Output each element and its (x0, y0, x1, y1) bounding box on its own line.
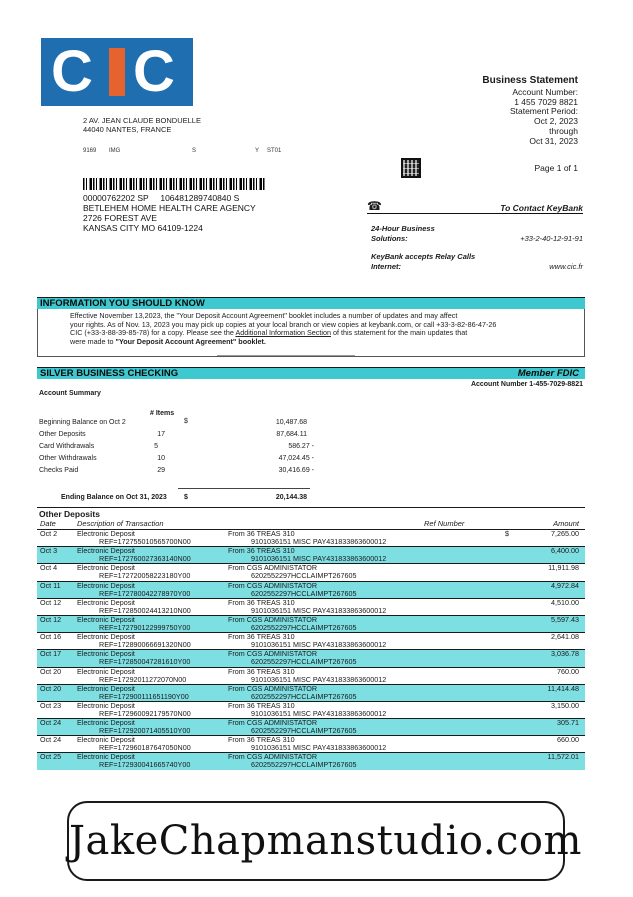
row-from: From 36 TREAS 310 (228, 735, 295, 745)
row-detail: 6202552297HCCLAIMPT267605 (251, 571, 357, 581)
row-from: From 36 TREAS 310 (228, 666, 295, 676)
row-from: From CGS ADMINISTATOR (228, 752, 318, 762)
row-detail: 9101036151 MISC PAY431833863600012 (251, 537, 387, 546)
recipient-line3: 2726 FOREST AVE (83, 213, 157, 223)
col-ref-number: Ref Number (424, 519, 465, 528)
row-amount: 7,265.00 (551, 529, 579, 538)
logo-letter-c1: C (51, 39, 93, 104)
row-from: From 36 TREAS 310 (228, 632, 295, 642)
row-reference: REF=172720058223180Y00 (99, 571, 191, 581)
row-detail: 6202552297HCCLAIMPT267605 (251, 622, 357, 632)
bank-address (83, 116, 201, 134)
row-detail: 9101036151 MISC PAY431833863600012 (251, 640, 387, 650)
summary-label-other: Other Withdrawals (39, 455, 97, 462)
account-number-label: Account Number: (512, 87, 578, 97)
row-date: Oct 24 (40, 718, 62, 728)
code-1: 9169 (83, 148, 97, 154)
summary-count-card: 5 (154, 443, 158, 450)
row-detail: 9101036151 MISC PAY431833863600012 (251, 674, 387, 684)
contact-label-relay: KeyBank accepts Relay Calls (371, 252, 476, 261)
barcode-icon (83, 178, 266, 190)
statement-title: Business Statement (482, 75, 578, 86)
table-row (37, 718, 585, 735)
row-detail: 9101036151 MISC PAY431833863600012 (251, 605, 387, 615)
row-reference: REF=17292011272070N00 (99, 674, 187, 684)
info-line2: your rights. As of Nov. 13, 2023 you may pick up copies at your local branch or view copies at keybank.com, or call +33-3-82-86-47-26 (70, 319, 497, 329)
row-description: Electronic Deposit (77, 718, 135, 728)
phone-icon: ☎ (367, 199, 382, 213)
row-from: From CGS ADMINISTATOR (228, 649, 318, 659)
row-from: From 36 TREAS 310 (228, 700, 295, 710)
member-fdic: Member FDIC (517, 368, 579, 379)
logo-i-bar (109, 48, 125, 96)
summary-amount-card: 586.27 - (288, 443, 314, 450)
row-amount: 760.00 (557, 666, 579, 676)
table-row (37, 529, 585, 546)
row-amount: 11,572.01 (547, 752, 579, 762)
row-detail: 6202552297HCCLAIMPT267605 (251, 588, 357, 598)
table-row (37, 649, 585, 666)
row-description: Electronic Deposit (77, 649, 135, 659)
contact-phone: +33-2-40-12-91-91 (520, 234, 583, 243)
row-date: Oct 4 (40, 563, 58, 573)
row-amount: 3,036.78 (551, 649, 579, 659)
row-description: Electronic Deposit (77, 632, 135, 642)
row-reference: REF=172790122999750Y00 (99, 622, 191, 632)
info-divider (217, 355, 355, 356)
first-row-dollar: $ (505, 529, 509, 538)
table-row (37, 546, 585, 563)
deposits-top-rule (37, 507, 585, 508)
row-amount: 11,911.98 (548, 563, 579, 573)
row-from: From 36 TREAS 310 (228, 546, 295, 556)
checking-section-title: SILVER BUSINESS CHECKING (40, 368, 179, 379)
code-4: Y (255, 148, 260, 154)
row-detail: 6202552297HCCLAIMPT267605 (251, 726, 357, 736)
table-row (37, 684, 585, 701)
row-date: Oct 3 (40, 546, 58, 556)
summary-dollar: $ (184, 418, 188, 425)
deposits-heading: Other Deposits (39, 509, 100, 519)
row-description: Electronic Deposit (77, 546, 135, 556)
table-row (37, 701, 585, 718)
recipient-line1: 00000762202 SP 106481289740840 S (83, 193, 240, 203)
row-description: Electronic Deposit (77, 597, 135, 607)
row-detail: 6202552297HCCLAIMPT267605 (251, 760, 357, 770)
col-amount: Amount (553, 519, 579, 528)
code-5: ST01 (267, 148, 282, 154)
table-row (37, 598, 585, 615)
summary-label-checks: Checks Paid (39, 467, 79, 474)
ending-balance-label: Ending Balance on Oct 31, 2023 (61, 494, 167, 501)
row-date: Oct 2 (40, 529, 58, 538)
info-line4-a: were made to (70, 336, 116, 346)
info-line3-a: CIC (+33-3-88-39-85-78) for a copy. Please see the (70, 328, 236, 338)
account-number: 1 455 7029 8821 (514, 97, 578, 107)
row-amount: 3,150.00 (551, 700, 579, 710)
checking-account-number: Account Number 1-455-7029-8821 (470, 381, 583, 388)
logo-letter-c2: C (133, 39, 175, 104)
period-start: Oct 2, 2023 (534, 116, 578, 126)
recipient-block (83, 193, 256, 233)
summary-count-other: 10 (157, 455, 165, 462)
row-date: Oct 12 (40, 614, 62, 624)
contact-heading: To Contact KeyBank (500, 203, 583, 213)
row-reference: REF=172850024413210N00 (99, 605, 191, 615)
qr-code-icon (401, 158, 421, 178)
row-reference: REF=172960187647050N00 (99, 743, 191, 753)
row-detail: 6202552297HCCLAIMPT267605 (251, 657, 357, 667)
code-2: IMG (109, 148, 121, 154)
row-description: Electronic Deposit (77, 666, 135, 676)
recipient-line4: KANSAS CITY MO 64109-1224 (83, 223, 203, 233)
info-line4 (70, 338, 570, 347)
row-from: From CGS ADMINISTATOR (228, 614, 318, 624)
row-date: Oct 20 (40, 666, 62, 676)
row-amount: 2,641.08 (551, 632, 579, 642)
table-row (37, 667, 585, 684)
info-section-text (70, 312, 570, 346)
row-date: Oct 23 (40, 700, 62, 710)
checking-section-header (37, 367, 585, 379)
row-from: From CGS ADMINISTATOR (228, 718, 318, 728)
row-reference: REF=172930041665740Y00 (99, 760, 191, 770)
row-description: Electronic Deposit (77, 529, 135, 538)
row-date: Oct 11 (40, 580, 61, 590)
table-row (37, 735, 585, 752)
row-date: Oct 17 (40, 649, 62, 659)
period-through: through (549, 126, 578, 136)
summary-divider (178, 488, 310, 489)
row-detail: 6202552297HCCLAIMPT267605 (251, 691, 357, 701)
row-from: From 36 TREAS 310 (228, 529, 295, 538)
summary-amount-deposits: 87,684.11 (276, 431, 307, 438)
info-line4-bold: "Your Deposit Account Agreement" booklet. (115, 336, 266, 346)
row-description: Electronic Deposit (77, 563, 135, 573)
row-description: Electronic Deposit (77, 735, 135, 745)
summary-label-card: Card Withdrawals (39, 443, 95, 450)
row-detail: 9101036151 MISC PAY431833863600012 (251, 554, 387, 564)
table-row (37, 581, 585, 598)
contact-label-internet: Internet: (371, 262, 401, 271)
table-row (37, 615, 585, 632)
watermark-banner: JakeChapmanstudio.com (67, 801, 565, 881)
bank-logo (41, 38, 193, 106)
account-summary-title: Account Summary (39, 390, 101, 397)
row-from: From 36 TREAS 310 (228, 597, 295, 607)
row-date: Oct 24 (40, 735, 62, 745)
info-section-title: INFORMATION YOU SHOULD KNOW (40, 298, 205, 309)
row-date: Oct 16 (40, 632, 62, 642)
summary-amount-checks: 30,416.69 - (278, 467, 314, 474)
row-amount: 660.00 (557, 735, 579, 745)
summary-amount-beginning: 10,487.68 (275, 419, 307, 426)
page-indicator: Page 1 of 1 (534, 163, 578, 173)
contact-divider (367, 213, 583, 214)
row-detail: 9101036151 MISC PAY431833863600012 (251, 743, 387, 753)
row-reference: REF=172850047281610Y00 (99, 657, 191, 667)
info-section-header (37, 297, 585, 309)
row-date: Oct 25 (40, 752, 62, 762)
summary-label-deposits: Other Deposits (39, 431, 86, 438)
row-description: Electronic Deposit (77, 752, 135, 762)
row-detail: 9101036151 MISC PAY431833863600012 (251, 708, 387, 718)
row-amount: 305.71 (557, 718, 579, 728)
row-amount: 11,414.48 (547, 683, 579, 693)
summary-count-deposits: 17 (157, 431, 165, 438)
contact-label-solutions: Solutions: (371, 234, 408, 243)
row-reference: REF=172760027363140N00 (99, 554, 191, 564)
row-reference: REF=172890066691320N00 (99, 640, 191, 650)
ending-balance-amount: 20,144.38 (275, 494, 307, 501)
row-amount: 5,597.43 (551, 614, 579, 624)
additional-info-link[interactable]: Additional Information Section (235, 328, 331, 338)
row-reference: REF=172900111651190Y00 (99, 691, 189, 701)
row-from: From CGS ADMINISTATOR (228, 580, 318, 590)
info-line3-b: of this statement for the main updates that (330, 328, 468, 338)
statement-period-label: Statement Period: (509, 106, 578, 116)
row-from: From CGS ADMINISTATOR (228, 683, 318, 693)
col-date: Date (40, 519, 56, 528)
bank-address-line2: 44040 NANTES, FRANCE (83, 125, 172, 134)
table-row (37, 563, 585, 580)
row-description: Electronic Deposit (77, 700, 135, 710)
row-description: Electronic Deposit (77, 580, 135, 590)
contact-label-24h: 24-Hour Business (371, 224, 435, 233)
row-description: Electronic Deposit (77, 614, 135, 624)
summary-count-checks: 29 (157, 467, 165, 474)
table-row (37, 632, 585, 649)
row-amount: 4,510.00 (551, 597, 579, 607)
col-description: Description of Transaction (77, 519, 164, 528)
contact-website[interactable]: www.cic.fr (549, 262, 583, 271)
summary-label-beginning: Beginning Balance on Oct 2 (39, 419, 126, 426)
items-header: # Items (150, 410, 175, 417)
bank-address-line1: 2 AV. JEAN CLAUDE BONDUELLE (83, 116, 201, 125)
period-end: Oct 31, 2023 (529, 136, 578, 146)
deposits-table (37, 529, 585, 770)
row-date: Oct 20 (40, 683, 62, 693)
summary-amount-other: 47,024.45 - (278, 455, 314, 462)
row-reference: REF=172755010565700N00 (99, 537, 191, 546)
code-3: S (192, 148, 197, 154)
table-row (37, 752, 585, 769)
row-from: From CGS ADMINISTATOR (228, 563, 318, 573)
ending-balance-dollar: $ (184, 494, 188, 501)
row-amount: 6,400.00 (551, 546, 579, 556)
row-description: Electronic Deposit (77, 683, 135, 693)
info-line1: Effective November 13,2023, the "Your Deposit Account Agreement" booklet includes a number of updates and may affect (70, 311, 458, 320)
recipient-line2: BETLEHEM HOME HEALTH CARE AGENCY (83, 203, 256, 213)
row-reference: REF=172920071405510Y00 (99, 726, 191, 736)
row-amount: 4,972.84 (551, 580, 579, 590)
row-date: Oct 12 (40, 597, 62, 607)
row-reference: REF=172960092179570N00 (99, 708, 191, 718)
row-reference: REF=172780042278970Y00 (99, 588, 191, 598)
